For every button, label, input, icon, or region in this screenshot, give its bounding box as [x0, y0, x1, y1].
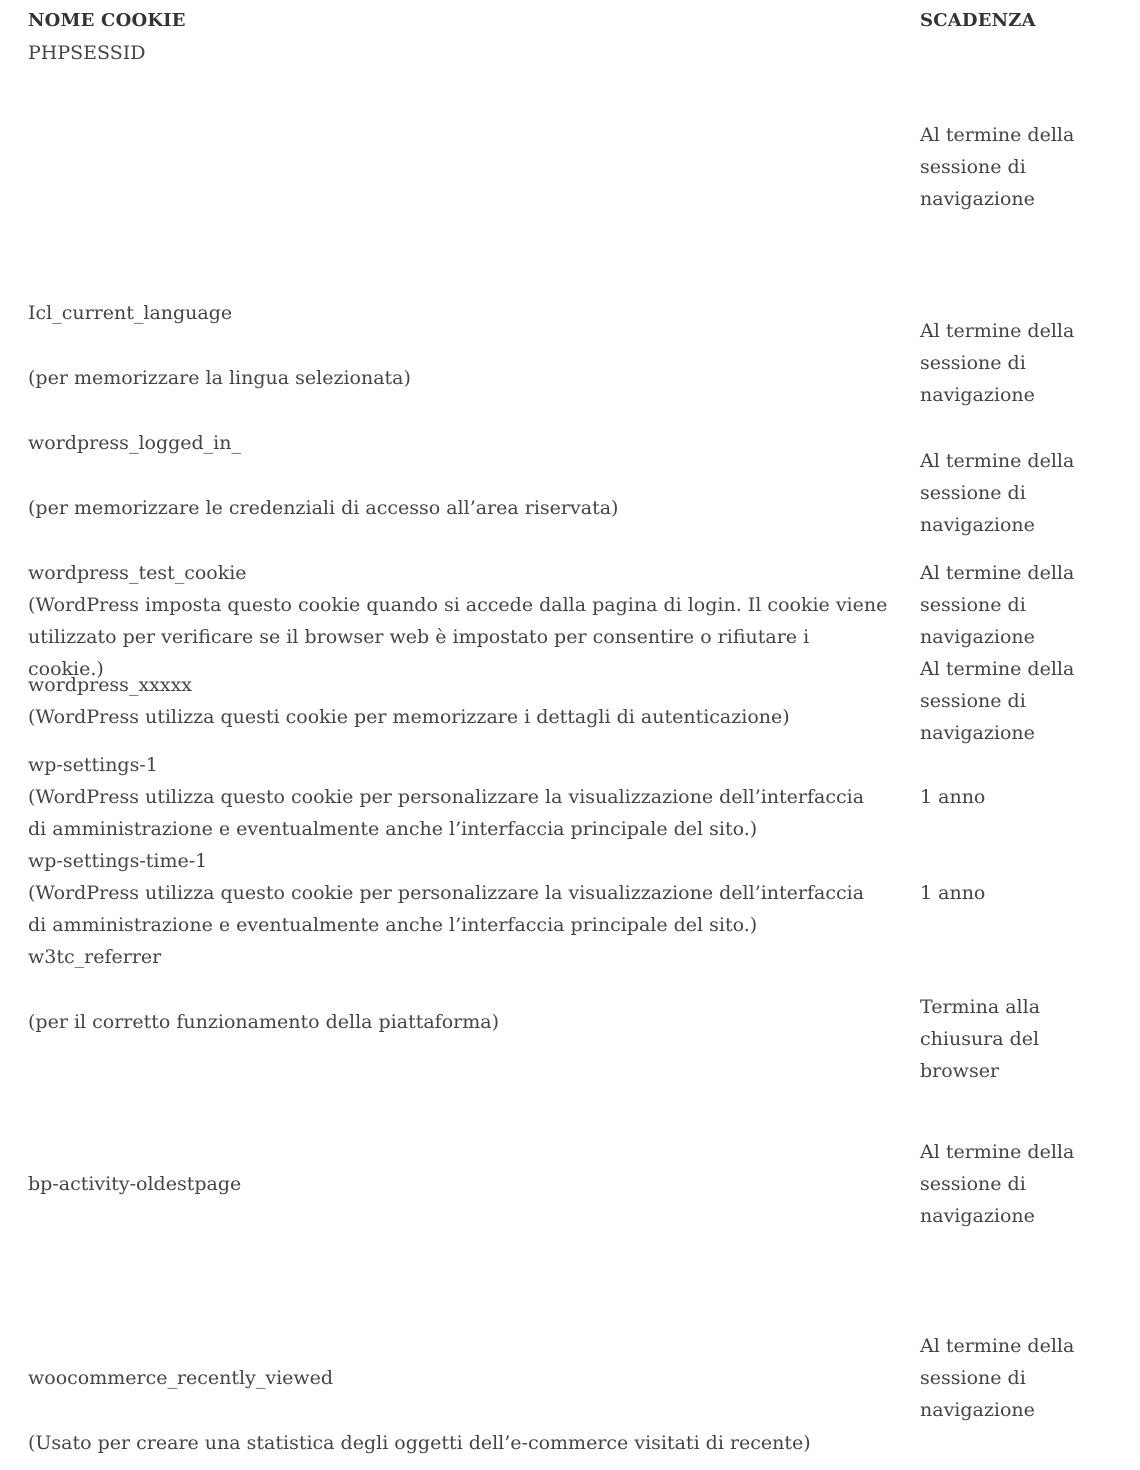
- cookie-expiry: Al termine della sessione di navigazione: [920, 562, 1075, 648]
- cookie-name: wp-settings-time-1: [28, 850, 208, 872]
- cookie-description: (WordPress utilizza questo cookie per personalizzare la visualizzazione dell’interfaccia di amministrazione e eventualmente anche l’interfaccia principale del sito.): [28, 882, 865, 936]
- cookie-name: Icl_current_language: [28, 302, 233, 324]
- table-row-name: [28, 427, 888, 459]
- cookie-description: (per il corretto funzionamento della piattaforma): [28, 1011, 499, 1033]
- table-row-description: [28, 1427, 888, 1459]
- cookie-name: PHPSESSID: [28, 42, 146, 64]
- cookie-expiry: Al termine della sessione di navigazione: [920, 1141, 1075, 1227]
- table-row-expiry: [920, 119, 1120, 215]
- column-header-name: NOME COOKIE: [28, 10, 186, 31]
- cookie-description: (per memorizzare la lingua selezionata): [28, 367, 411, 389]
- cookie-name: woocommerce_recently_viewed: [28, 1367, 334, 1389]
- table-row-description: [28, 362, 888, 394]
- table-row-name: [28, 749, 888, 845]
- table-row-name: [28, 297, 888, 329]
- table-row-name: [28, 941, 888, 973]
- cookie-description: (WordPress imposta questo cookie quando si accede dalla pagina di login. Il cookie viene utilizzato per verificare se il browser web è impostato per consentire o rifiutare i cookie.): [28, 594, 888, 680]
- cookie-name: bp-activity-oldestpage: [28, 1173, 242, 1195]
- table-row-name: [28, 37, 888, 69]
- table-row-name: [28, 845, 888, 941]
- table-row-expiry: [920, 315, 1120, 411]
- cookie-expiry: Al termine della sessione di navigazione: [920, 320, 1075, 406]
- table-row-expiry: [920, 653, 1120, 749]
- cookie-name: w3tc_referrer: [28, 946, 162, 968]
- cookie-description: (Usato per creare una statistica degli oggetti dell’e-commerce visitati di recente): [28, 1432, 811, 1454]
- table-row-name: [28, 1168, 888, 1200]
- cookie-name: wordpress_logged_in_: [28, 432, 241, 454]
- table-row-name: [28, 557, 888, 685]
- cookie-name: wordpress_test_cookie: [28, 562, 247, 584]
- table-row-description: [28, 492, 888, 524]
- cookie-expiry: 1 anno: [920, 882, 986, 904]
- cookie-description: (WordPress utilizza questo cookie per personalizzare la visualizzazione dell’interfaccia di amministrazione e eventualmente anche l’interfaccia principale del sito.): [28, 786, 865, 840]
- table-row-expiry: [920, 877, 1120, 909]
- table-row-expiry: [920, 1136, 1120, 1232]
- cookie-name: wordpress_xxxxx: [28, 674, 193, 696]
- cookie-name: wp-settings-1: [28, 754, 158, 776]
- cookie-expiry: Al termine della sessione di navigazione: [920, 1335, 1075, 1421]
- table-row-expiry: [920, 991, 1120, 1087]
- table-row-expiry: [920, 781, 1120, 813]
- table-row-description: [28, 1006, 888, 1038]
- table-row-name: [28, 1362, 888, 1394]
- column-header-expiry: SCADENZA: [920, 10, 1036, 31]
- cookie-expiry: Al termine della sessione di navigazione: [920, 658, 1075, 744]
- table-row-expiry: [920, 1330, 1120, 1426]
- cookie-expiry: Termina alla chiusura del browser: [920, 996, 1041, 1082]
- cookie-description: (per memorizzare le credenziali di accesso all’area riservata): [28, 497, 619, 519]
- cookie-expiry: 1 anno: [920, 786, 986, 808]
- cookie-description: (WordPress utilizza questi cookie per memorizzare i dettagli di autenticazione): [28, 706, 790, 728]
- cookie-expiry: Al termine della sessione di navigazione: [920, 450, 1075, 536]
- table-row-expiry: [920, 557, 1120, 653]
- table-row-name: [28, 669, 888, 733]
- cookie-expiry: Al termine della sessione di navigazione: [920, 124, 1075, 210]
- table-row-expiry: [920, 445, 1120, 541]
